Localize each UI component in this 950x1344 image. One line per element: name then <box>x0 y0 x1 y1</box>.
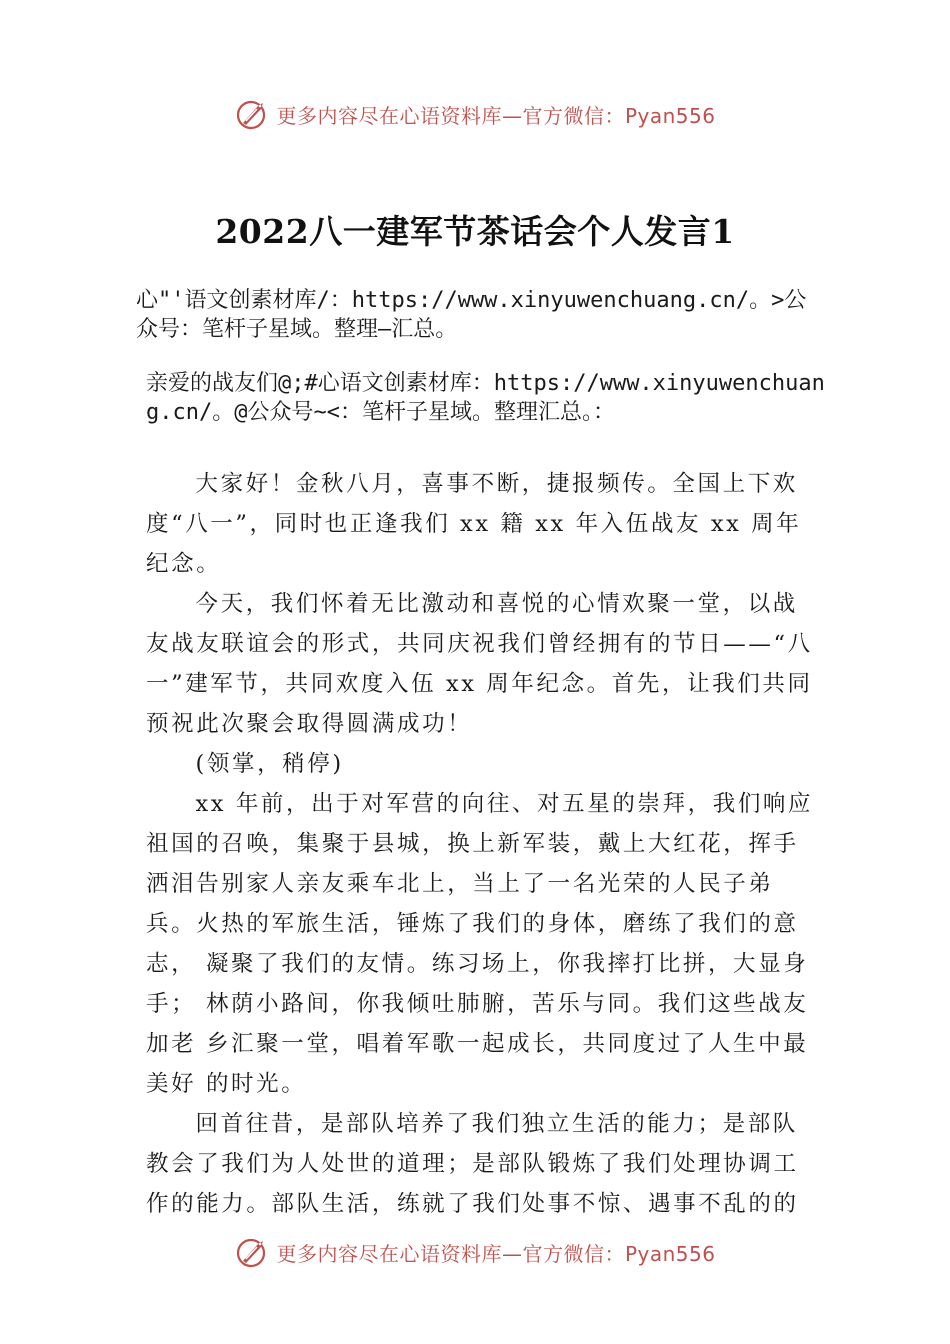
document-body <box>146 464 816 1224</box>
document-title: 2022八一建军节茶话会个人发言1 <box>215 212 735 251</box>
pen-nib-logo-icon <box>234 1234 270 1270</box>
paragraph-reflection: 回首往昔，是部队培养了我们独立生活的能力；是部队教会了我们为人处世的道理；是部队锻炼了我们处理协调工作的能力。部队生活，练就了我们处事不惊、遇事不乱的的 <box>146 1111 799 1217</box>
header-banner-text: 更多内容尽在心语资料库—官方微信：Pyan556 <box>276 103 716 128</box>
pen-nib-logo-icon <box>234 96 270 132</box>
paragraph-celebration: 今天，我们怀着无比激动和喜悦的心情欢聚一堂，以战友战友联谊会的形式，共同庆祝我们曾经拥有的节日——“八一”建军节，共同欢度入伍 xx 周年纪念。首先，让我们共同预祝此次聚会取得圆满成功！ <box>146 591 813 737</box>
header-banner <box>0 94 950 134</box>
source-note-1: 心"'语文创素材库/：https://www.xinyuwenchuang.cn/。>公众号：笔杆子星域。整理—汇总。 <box>136 288 807 342</box>
footer-banner <box>0 1232 950 1272</box>
footer-banner-text: 更多内容尽在心语资料库—官方微信：Pyan556 <box>276 1241 716 1266</box>
paragraph-memories: xx 年前，出于对军营的向往、对五星的崇拜，我们响应祖国的召唤，集聚于县城，换上新军装，戴上大红花，挥手洒泪告别家人亲友乘车北上，当上了一名光荣的人民子弟兵。火热的军旅生活，锤炼了我们的身体，磨练了我们的意志， 凝聚了我们的友情。练习场上，你我摔打比拼，大显身手； 林荫小路间，你我倾吐肺腑，苦乐与同。我们这些战友加老 乡汇聚一堂，唱着军歌一起成长，共同度过了人生中最美好 的时光。 <box>146 791 814 1097</box>
source-note-2: 亲爱的战友们@;#心语文创素材库：https://www.xinyuwenchuang.cn/。@公众号~<：笔杆子星域。整理汇总。： <box>146 371 825 425</box>
paragraph-greeting: 大家好！金秋八月，喜事不断，捷报频传。全国上下欢度“八一”，同时也正逢我们 xx 籍 xx 年入伍战友 xx 周年纪念。 <box>146 471 802 577</box>
paragraph-stage-note: (领掌，稍停) <box>195 751 344 777</box>
